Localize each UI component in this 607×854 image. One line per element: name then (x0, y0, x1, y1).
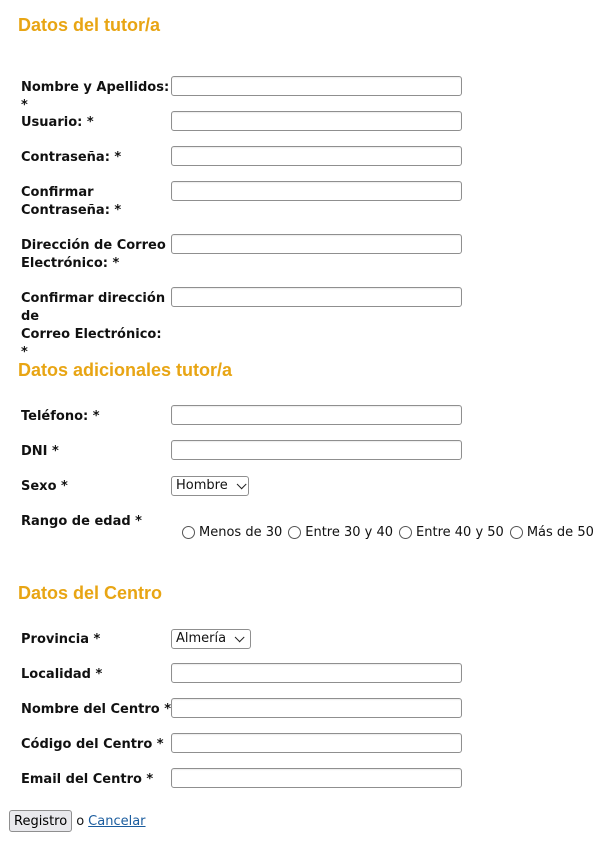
register-button[interactable]: Registro (9, 810, 72, 832)
password-input[interactable] (171, 146, 462, 166)
user-label: Usuario: * (21, 115, 94, 130)
email-label (21, 237, 171, 273)
confirm-password-label-line2: Contraseña: * (21, 203, 122, 218)
section-title-tutor: Datos del tutor/a (18, 15, 161, 35)
age-option-40-50[interactable] (399, 525, 504, 540)
center-name-input[interactable] (171, 698, 462, 718)
form-actions (9, 810, 146, 832)
sex-select[interactable] (171, 476, 249, 496)
radio-icon[interactable] (510, 526, 523, 539)
sex-label: Sexo * (21, 479, 68, 494)
user-input[interactable] (171, 111, 462, 131)
locality-input[interactable] (171, 663, 462, 683)
locality-label: Localidad * (21, 667, 103, 682)
email-input[interactable] (171, 234, 462, 254)
password-label: Contraseña: * (21, 150, 122, 165)
province-select-value: Almería (176, 631, 227, 646)
age-option-label: Entre 30 y 40 (305, 525, 394, 540)
center-name-label: Nombre del Centro * (21, 702, 172, 717)
center-code-input[interactable] (171, 733, 462, 753)
phone-input[interactable] (171, 405, 462, 425)
confirm-email-label-line1: Confirmar dirección de (21, 291, 166, 324)
email-label-line1: Dirección de Correo (21, 238, 166, 253)
confirm-email-label-line2: Correo Electrónico: * (21, 327, 162, 360)
age-option-30-40[interactable] (288, 525, 393, 540)
confirm-password-label (21, 184, 171, 220)
chevron-down-icon (236, 479, 246, 489)
radio-icon[interactable] (288, 526, 301, 539)
or-text: o (76, 813, 85, 829)
section-title-additional: Datos adicionales tutor/a (18, 360, 233, 380)
phone-label: Teléfono: * (21, 409, 100, 424)
age-option-under-30[interactable] (182, 525, 282, 540)
email-label-line2: Electrónico: * (21, 256, 120, 271)
confirm-password-input[interactable] (171, 181, 462, 201)
age-option-over-50[interactable] (510, 525, 594, 540)
confirm-email-label (21, 290, 171, 362)
radio-icon[interactable] (182, 526, 195, 539)
dni-input[interactable] (171, 440, 462, 460)
confirm-email-input[interactable] (171, 287, 462, 307)
name-label: Nombre y Apellidos: * (21, 80, 170, 113)
age-option-label: Menos de 30 (199, 525, 283, 540)
center-code-label: Código del Centro * (21, 737, 164, 752)
age-radio-group (182, 525, 600, 540)
province-select[interactable] (171, 629, 251, 649)
chevron-down-icon (235, 632, 245, 642)
center-email-label: Email del Centro * (21, 772, 154, 787)
age-option-label: Entre 40 y 50 (416, 525, 504, 540)
age-label: Rango de edad * (21, 514, 142, 529)
cancel-link[interactable]: Cancelar (88, 813, 146, 829)
section-title-center: Datos del Centro (18, 583, 163, 603)
radio-icon[interactable] (399, 526, 412, 539)
center-email-input[interactable] (171, 768, 462, 788)
dni-label: DNI * (21, 444, 59, 459)
sex-select-value: Hombre (176, 478, 228, 493)
province-label: Provincia * (21, 632, 101, 647)
confirm-password-label-line1: Confirmar (21, 185, 94, 200)
name-input[interactable] (171, 76, 462, 96)
age-option-label: Más de 50 (526, 525, 594, 540)
